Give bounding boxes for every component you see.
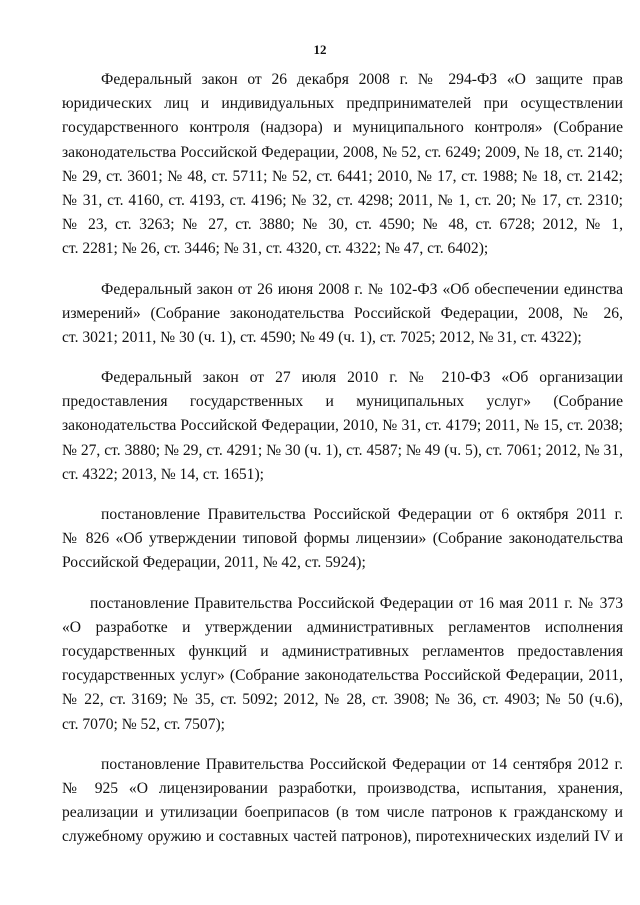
page-number: 12 <box>313 42 327 57</box>
text-line: Федеральный закон от 26 июня 2008 г. № 102-ФЗ «Об обеспечении единства <box>101 280 623 298</box>
text-line: № 826 «Об утверждении типовой формы лицензии» (Собрание законодательства <box>62 530 623 548</box>
text-line: государственного контроля (надзора) и муниципального контроля» (Собрание <box>62 119 623 137</box>
text-line: № 22, ст. 3169; № 35, ст. 5092; 2012, № 28, ст. 3908; № 36, ст. 4903; № 50 (ч.6), <box>62 691 623 709</box>
text-line: Федеральный закон от 27 июля 2010 г. № 210-ФЗ «Об организации <box>101 369 623 387</box>
text-line: постановление Правительства Российской Федерации от 16 мая 2011 г. № 373 <box>90 594 623 612</box>
paragraph-resolution-925 <box>62 753 623 850</box>
text-line: ст. 2281; № 26, ст. 3446; № 31, ст. 4320, ст. 4322; № 47, ст. 6402); <box>62 240 489 258</box>
text-line: № 23, ст. 3263; № 27, ст. 3880; № 30, ст. 4590; № 48, ст. 6728; 2012, № 1, <box>62 216 623 234</box>
text-line: Российской Федерации, 2011, № 42, ст. 5924); <box>62 554 366 572</box>
text-line: ст. 4322; 2013, № 14, ст. 1651); <box>62 465 265 483</box>
text-line: реализации и утилизации боеприпасов (в том числе патронов к гражданскому и <box>62 804 623 822</box>
text-line: № 27, ст. 3880; № 29, ст. 4291; № 30 (ч. 1), ст. 4587; № 49 (ч. 5), ст. 7061; 2012, № 31, <box>62 441 623 459</box>
paragraph-federal-law-294 <box>62 68 623 262</box>
text-line: законодательства Российской Федерации, 2008, № 52, ст. 6249; 2009, № 18, ст. 2140; <box>62 143 623 161</box>
text-line: предоставления государственных и муниципальных услуг» (Собрание <box>62 393 623 411</box>
text-line: измерений» (Собрание законодательства Российской Федерации, 2008, № 26, <box>62 304 623 322</box>
text-line: служебному оружию и составных частей патронов), пиротехнических изделий IV и <box>62 828 623 846</box>
text-line: № 31, ст. 4160, ст. 4193, ст. 4196; № 32, ст. 4298; 2011, № 1, ст. 20; № 17, ст. 2310; <box>62 191 623 209</box>
text-line: законодательства Российской Федерации, 2010, № 31, ст. 4179; 2011, № 15, ст. 2038; <box>62 417 623 435</box>
text-line: Федеральный закон от 26 декабря 2008 г. № 294-ФЗ «О защите прав <box>101 71 623 88</box>
text-line: государственных услуг» (Собрание законодательства Российской Федерации, 2011, <box>62 667 623 685</box>
paragraph-resolution-373 <box>62 592 623 737</box>
text-line: № 925 «О лицензировании разработки, производства, испытания, хранения, <box>62 779 623 797</box>
paragraph-resolution-826 <box>62 503 623 576</box>
paragraph-federal-law-210 <box>62 366 623 487</box>
text-line: постановление Правительства Российской Федерации от 6 октября 2011 г. <box>101 506 623 523</box>
text-line: постановление Правительства Российской Федерации от 14 сентября 2012 г. <box>101 755 623 773</box>
paragraph-federal-law-102 <box>62 278 623 351</box>
text-line: юридических лиц и индивидуальных предпринимателей при осуществлении <box>62 95 623 113</box>
text-line: государственных функций и административных регламентов предоставления <box>62 642 623 660</box>
document-body <box>62 68 623 865</box>
text-line: № 29, ст. 3601; № 48, ст. 5711; № 52, ст. 6441; 2010, № 17, ст. 1988; № 18, ст. 2142; <box>62 167 623 185</box>
text-line: ст. 3021; 2011, № 30 (ч. 1), ст. 4590; № 49 (ч. 1), ст. 7025; 2012, № 31, ст. 4322); <box>62 328 582 346</box>
text-line: ст. 7070; № 52, ст. 7507); <box>62 715 226 733</box>
text-line: «О разработке и утверждении административных регламентов исполнения <box>62 618 623 636</box>
